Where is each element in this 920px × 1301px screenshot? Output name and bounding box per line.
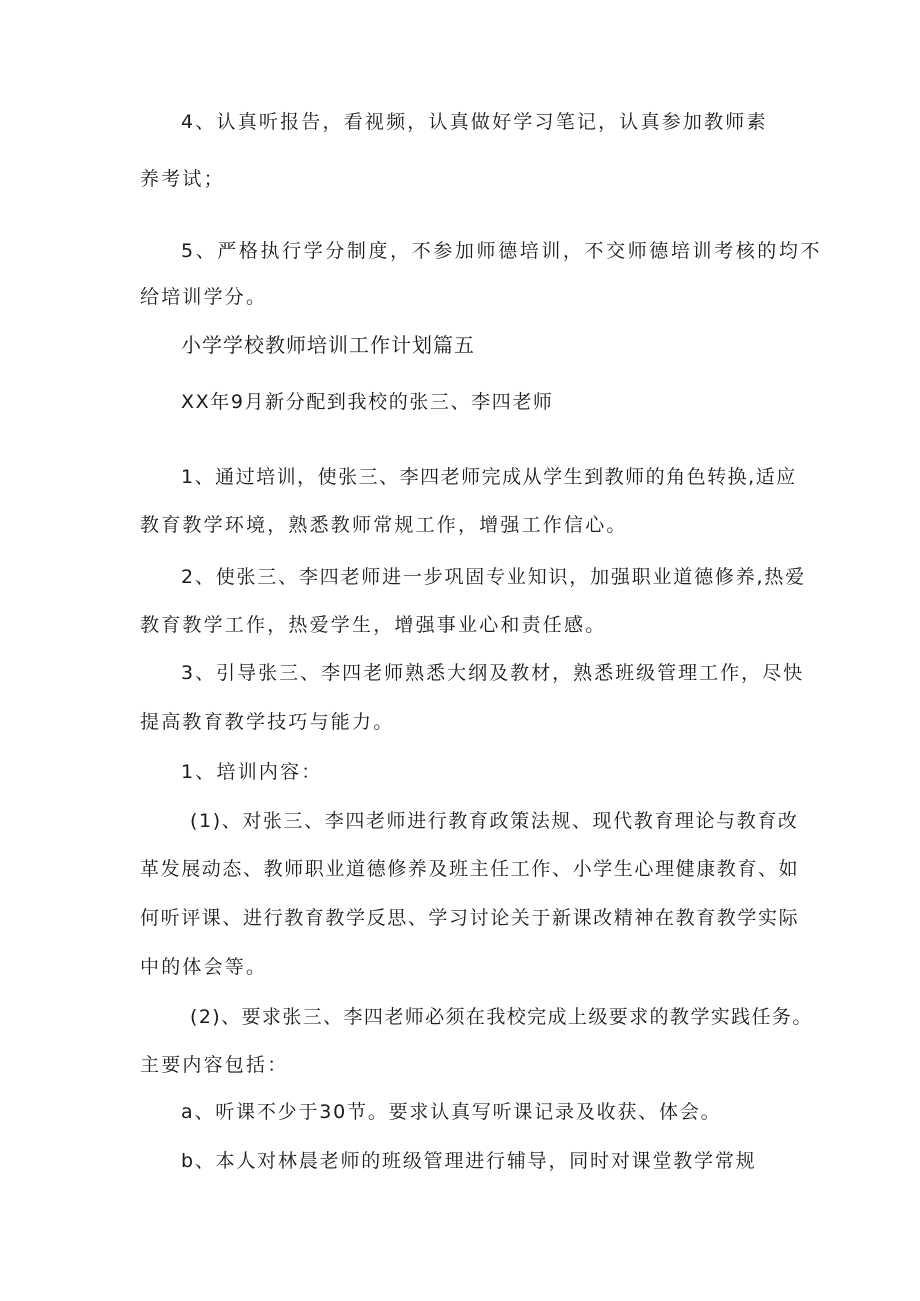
goal-3-line-2: 提高教育教学技巧与能力。: [140, 711, 395, 733]
training-content-heading: 1、培训内容：: [181, 761, 323, 783]
goal-1-line-2: 教育教学环境，熟悉教师常规工作，增强工作信心。: [140, 514, 628, 536]
item-1-line-4: 中的体会等。: [140, 956, 268, 978]
item-a: a、听课不少于30节。要求认真写听课记录及收获、体会。: [181, 1101, 722, 1123]
paragraph-5-line-1: 5、严格执行学分制度，不参加师德培训，不交师德培训考核的均不: [181, 240, 823, 262]
paragraph-4-line-1: 4、认真听报告，看视频，认真做好学习笔记，认真参加教师素: [181, 111, 768, 133]
item-1-line-3: 何听评课、进行教育教学反思、学习讨论关于新课改精神在教育教学实际: [140, 907, 800, 929]
section-subtitle: XX年9月新分配到我校的张三、李四老师: [181, 391, 554, 413]
paragraph-5-line-2: 给培训学分。: [140, 286, 268, 308]
item-1-line-1: (1)、对张三、李四老师进行教育政策法规、现代教育理论与教育改: [190, 810, 799, 832]
goal-3-line-1: 3、引导张三、李四老师熟悉大纲及教材，熟悉班级管理工作，尽快: [181, 662, 805, 684]
paragraph-4-line-2: 养考试；: [140, 168, 225, 190]
goal-1-line-1: 1、通过培训，使张三、李四老师完成从学生到教师的角色转换,适应: [181, 466, 797, 488]
item-2-line-2: 主要内容包括：: [140, 1054, 289, 1076]
goal-2-line-2: 教育教学工作，热爱学生，增强事业心和责任感。: [140, 614, 607, 636]
item-1-line-2: 革发展动态、教师职业道德修养及班主任工作、小学生心理健康教育、如: [140, 858, 800, 880]
goal-2-line-1: 2、使张三、李四老师进一步巩固专业知识，加强职业道德修养,热爱: [181, 566, 806, 588]
item-b: b、本人对林晨老师的班级管理进行辅导，同时对课堂教学常规: [181, 1150, 757, 1172]
section-title: 小学学校教师培训工作计划篇五: [181, 333, 475, 357]
item-2-line-1: (2)、要求张三、李四老师必须在我校完成上级要求的教学实践任务。: [190, 1006, 813, 1028]
